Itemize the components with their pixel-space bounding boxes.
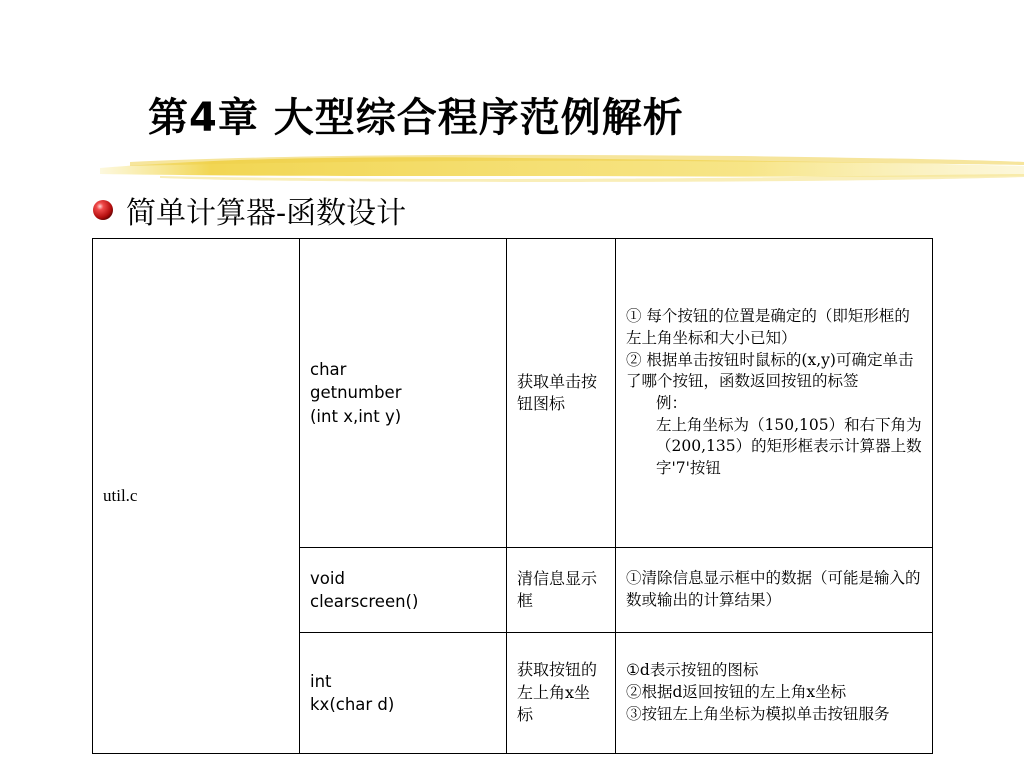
function-signature-cell: [300, 548, 507, 633]
function-description-cell: 获取单击按钮图标: [507, 239, 616, 548]
note-line: ①d表示按钮的图标: [626, 661, 759, 680]
bullet-text: 简单计算器-函数设计: [126, 196, 407, 231]
function-notes-cell: [616, 239, 933, 548]
note-line: ③按钮左上角坐标为模拟单击按钮服务: [626, 704, 890, 723]
function-description-cell: 获取按钮的左上角x坐标: [507, 633, 616, 754]
title-highlight-stroke: [100, 146, 1024, 186]
red-sphere-bullet-icon: [92, 199, 114, 221]
return-type: int: [310, 671, 332, 691]
function-notes-cell: [616, 633, 933, 754]
function-table: [92, 238, 933, 754]
note-line: ②根据d返回按钮的左上角x坐标: [626, 683, 847, 702]
table-row: [93, 239, 933, 548]
note-line: 左上角坐标为（150,105）和右下角为（200,135）的矩形框表示计算器上数字'7'按钮: [656, 415, 922, 478]
function-name: getnumber: [310, 383, 402, 403]
function-params: (int x,int y): [310, 406, 402, 426]
note-line: ① 每个按钮的位置是确定的（即矩形框的左上角坐标和大小已知）: [626, 307, 910, 347]
note-line: ② 根据单击按钮时鼠标的(x,y)可确定单击了哪个按钮，函数返回按钮的标签: [626, 350, 914, 391]
return-type: void: [310, 568, 345, 588]
note-line: 例：: [656, 394, 688, 412]
function-signature-cell: [300, 239, 507, 548]
function-description-cell: 清信息显示框: [507, 548, 616, 633]
bullet-item: [92, 188, 406, 232]
note-line: ①清除信息显示框中的数据（可能是输入的数或输出的计算结果）: [626, 569, 921, 609]
function-name: clearscreen(): [310, 592, 419, 611]
function-name: kx(char d): [310, 695, 395, 714]
function-signature-cell: [300, 633, 507, 754]
file-name-cell: util.c: [93, 239, 300, 754]
return-type: char: [310, 360, 347, 380]
page-title: 第4章 大型综合程序范例解析: [148, 95, 684, 141]
function-notes-cell: [616, 548, 933, 633]
